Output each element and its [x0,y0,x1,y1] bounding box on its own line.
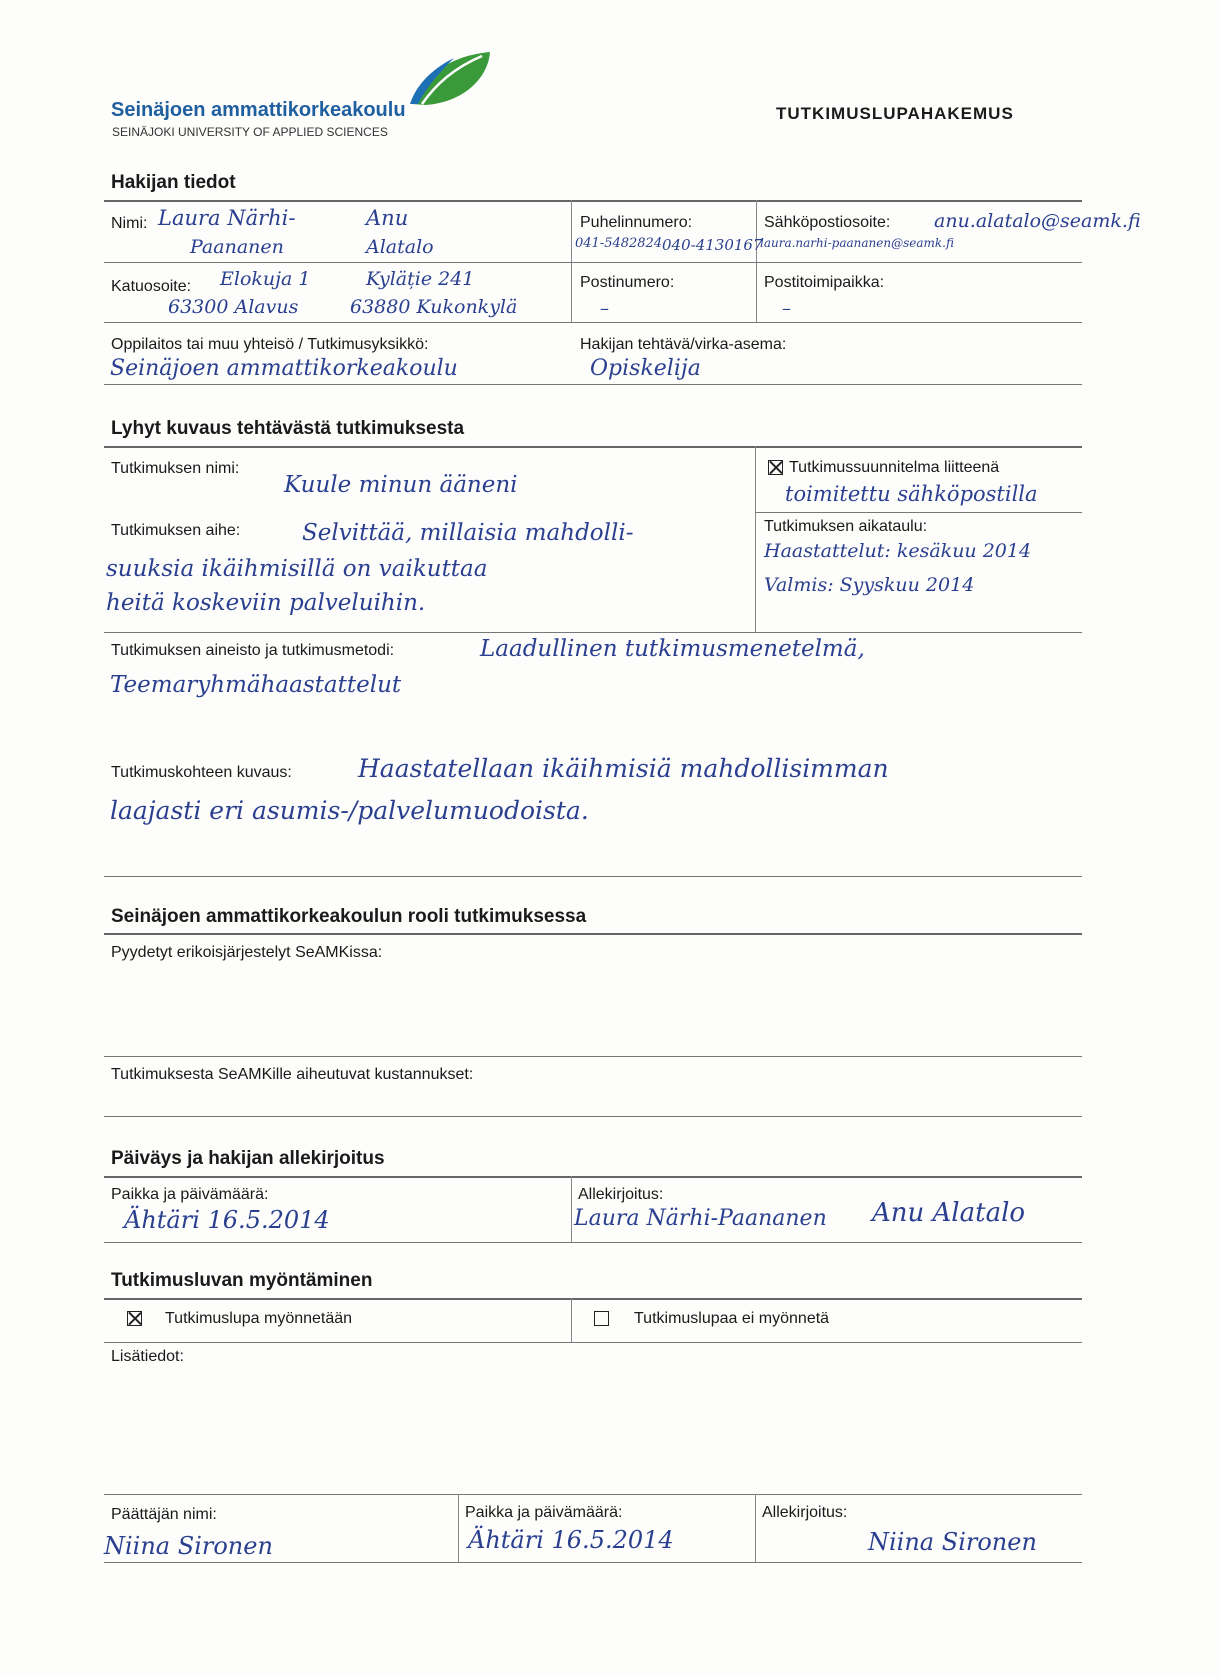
target-value-2: laajasti eri asumis-/palvelumuodoista. [110,796,589,825]
divider [104,933,1082,935]
position-value: Opiskelija [590,356,701,381]
email-value-1: laura.narhi-paananen@seamk.fi [760,236,954,250]
column-divider [571,1176,572,1242]
topic-value-2: suuksia ikäihmisillä on vaikuttaa [106,556,488,582]
column-divider [755,1494,756,1562]
address-value-2: 63300 Alavus [168,296,299,318]
logo-name: Seinäjoen ammattikorkeakoulu [111,99,406,121]
postoffice-value: – [782,298,791,319]
applicant-signature-1: Laura Närhi-Paananen [574,1206,827,1231]
name-value-3: Anu [366,206,409,230]
decision-place-value: Ähtäri 16.5.2014 [468,1526,674,1554]
address-label: Katuosoite: [111,278,192,295]
research-name-value: Kuule minun ääneni [284,472,518,498]
column-divider [458,1494,459,1562]
plan-label: Tutkimussuunnitelma liitteenä [789,459,1000,476]
topic-value-1: Selvittää, millaisia mahdolli- [302,520,634,546]
target-label: Tutkimuskohteen kuvaus: [111,764,292,781]
topic-value-3: heitä koskeviin palveluihin. [106,590,426,616]
divider [104,1056,1082,1057]
address-value-3: Kyläție 241 [366,268,475,290]
address-value-1: Elokuja 1 [220,268,311,290]
schedule-value-1: Haastattelut: kesäkuu 2014 [764,540,1032,562]
decision-signature-label: Allekirjoitus: [762,1504,848,1521]
column-divider [755,446,756,632]
permit-granted-label: Tutkimuslupa myönnetään [165,1310,353,1327]
phone-label: Puhelinnumero: [580,214,693,231]
costs-label: Tutkimuksesta SeAMKille aiheutuvat kustannukset: [111,1066,474,1083]
column-divider [571,200,572,322]
schedule-value-2: Valmis: Syyskuu 2014 [764,574,975,596]
target-value-1: Haastatellaan ikäihmisiä mahdollisimman [358,754,889,783]
schedule-label: Tutkimuksen aikataulu: [764,518,928,535]
signature-label: Allekirjoitus: [578,1186,664,1203]
place-date-label: Paikka ja päivämäärä: [111,1186,269,1203]
permit-denied-checkbox[interactable] [594,1311,609,1326]
place-date-value: Ähtäri 16.5.2014 [124,1206,330,1234]
divider [104,1242,1082,1243]
postoffice-label: Postitoimipaikka: [764,274,885,291]
org-value: Seinäjoen ammattikorkeakoulu [110,356,458,381]
research-name-label: Tutkimuksen nimi: [111,460,240,477]
email-label: Sähköpostiosoite: [764,214,891,231]
divider [104,1176,1082,1178]
name-value-2: Paananen [190,236,284,258]
divider [104,322,1082,323]
permit-granted-checkbox[interactable] [127,1311,142,1326]
divider [104,446,1082,448]
decider-signature: Niina Sironen [104,1532,273,1560]
name-value-4: Alatalo [366,236,434,258]
divider [104,1116,1082,1117]
column-divider [756,200,757,322]
decision-signature: Niina Sironen [868,1528,1037,1556]
column-divider [571,1298,572,1342]
topic-label: Tutkimuksen aihe: [111,522,241,539]
position-label: Hakijan tehtävä/virka-asema: [580,336,787,353]
method-label: Tutkimuksen aineisto ja tutkimusmetodi: [111,642,395,659]
divider [104,632,1082,633]
logo-subtitle: SEINÄJOKI UNIVERSITY OF APPLIED SCIENCES [112,125,388,139]
divider [104,1342,1082,1343]
divider [104,1494,1082,1495]
divider [104,1562,1082,1563]
phone-value-2: 040-4130167 [662,236,763,254]
decider-label: Päättäjän nimi: [111,1506,217,1523]
signature-heading: Päiväys ja hakijan allekirjoitus [111,1148,385,1169]
research-heading: Lyhyt kuvaus tehtävästä tutkimuksesta [111,418,465,439]
leaf-logo-icon [402,48,497,108]
divider [104,262,1082,263]
method-value-1: Laadullinen tutkimusmenetelmä, [480,636,865,662]
permit-denied-label: Tutkimuslupaa ei myönnetä [634,1310,830,1327]
postcode-label: Postinumero: [580,274,675,291]
divider [755,512,1082,513]
divider [104,876,1082,877]
document-title: TUTKIMUSLUPAHAKEMUS [776,104,1014,123]
applicant-heading: Hakijan tiedot [111,172,236,193]
postcode-value: – [600,298,609,319]
divider [104,1298,1082,1300]
plan-checkbox[interactable] [768,460,783,475]
name-value-1: Laura Närhi- [158,206,296,230]
seamk-heading: Seinäjoen ammattikorkeakoulun rooli tutkimuksessa [111,906,587,927]
grant-heading: Tutkimusluvan myöntäminen [111,1270,373,1291]
notes-label: Lisätiedot: [111,1348,184,1365]
org-label: Oppilaitos tai muu yhteisö / Tutkimusyksikkö: [111,336,429,353]
divider [104,200,1082,202]
method-value-2: Teemaryhmähaastattelut [110,672,402,698]
phone-value-1: 041-5482824 [575,236,663,251]
arrangements-label: Pyydetyt erikoisjärjestelyt SeAMKissa: [111,944,383,961]
email-value-2: anu.alatalo@seamk.fi [934,210,1141,232]
divider [104,384,1082,385]
address-value-4: 63880 Kukonkylä [350,296,518,318]
name-label: Nimi: [111,215,148,232]
decision-place-label: Paikka ja päivämäärä: [465,1504,623,1521]
plan-note: toimitettu sähköpostilla [785,482,1038,506]
applicant-signature-2: Anu Alatalo [872,1198,1026,1228]
